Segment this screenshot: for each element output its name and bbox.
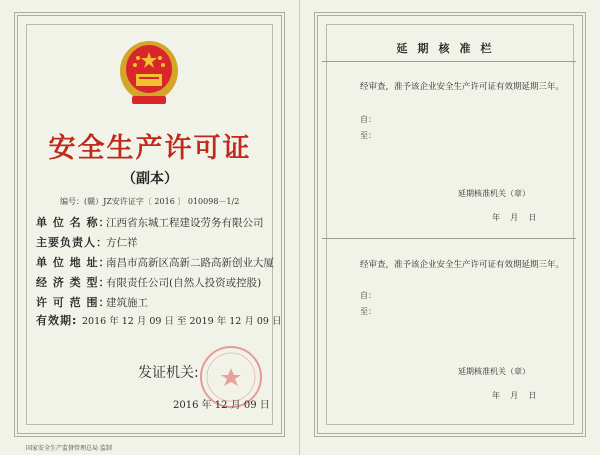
supervisor-footer: 国家安全生产监督管理总局 监制 bbox=[26, 445, 112, 452]
extension-date-label: 年 月 日 bbox=[492, 391, 537, 400]
decorative-border bbox=[314, 12, 586, 437]
extension-statement: 经审查，准予该企业安全生产许可证有效期延期三年。 bbox=[360, 260, 565, 270]
extension-from-label: 自： bbox=[360, 115, 376, 124]
issue-date: 2016 年 12 月 09 日 bbox=[173, 400, 270, 411]
field-principal bbox=[36, 234, 138, 252]
field-label: 有效期: bbox=[36, 314, 78, 327]
field-value: 方仁祥 bbox=[106, 237, 138, 249]
certificate-right-page bbox=[300, 0, 600, 455]
field-license-scope bbox=[36, 294, 148, 312]
field-label: 单 位 地 址： bbox=[36, 256, 111, 269]
field-company-name bbox=[36, 214, 264, 232]
extension-approval-title: 延期核准栏 bbox=[322, 36, 576, 62]
field-validity bbox=[36, 312, 281, 330]
field-value: 2016 年 12 月 09 日 至 2019 年 12 月 09 日 bbox=[82, 316, 282, 327]
certificate-subtitle: （副本） bbox=[122, 171, 178, 187]
certificate-title: 安全生产许可证 bbox=[48, 133, 252, 164]
field-label: 主要负责人： bbox=[36, 236, 108, 249]
field-label: 许 可 范 围： bbox=[36, 296, 111, 309]
extension-to-label: 至： bbox=[360, 307, 376, 316]
field-label: 单 位 名 称： bbox=[36, 216, 111, 229]
field-value: 有限责任公司(自然人投资或控股) bbox=[106, 277, 262, 289]
extension-statement: 经审查，准予该企业安全生产许可证有效期延期三年。 bbox=[360, 82, 565, 92]
national-emblem-icon bbox=[118, 38, 180, 108]
field-value: 建筑施工 bbox=[106, 297, 148, 309]
field-value: 南昌市高新区高新二路高新创业大厦 bbox=[106, 257, 274, 269]
certificate-number: 编号：(赣）JZ安许证字〔 2016 〕 010098－1/2 bbox=[60, 197, 240, 206]
section-divider bbox=[322, 238, 576, 239]
extension-date-label: 年 月 日 bbox=[492, 213, 537, 222]
extension-from-label: 自： bbox=[360, 291, 376, 300]
extension-authority-label: 延期核准机关（章） bbox=[458, 189, 530, 198]
issuing-authority-label: 发证机关: bbox=[138, 365, 199, 381]
extension-to-label: 至： bbox=[360, 131, 376, 140]
field-value: 江西省东城工程建设劳务有限公司 bbox=[106, 217, 264, 229]
field-address bbox=[36, 254, 274, 272]
extension-authority-label: 延期核准机关（章） bbox=[458, 367, 530, 376]
field-label: 经 济 类 型： bbox=[36, 276, 111, 289]
field-economic-type bbox=[36, 274, 261, 292]
